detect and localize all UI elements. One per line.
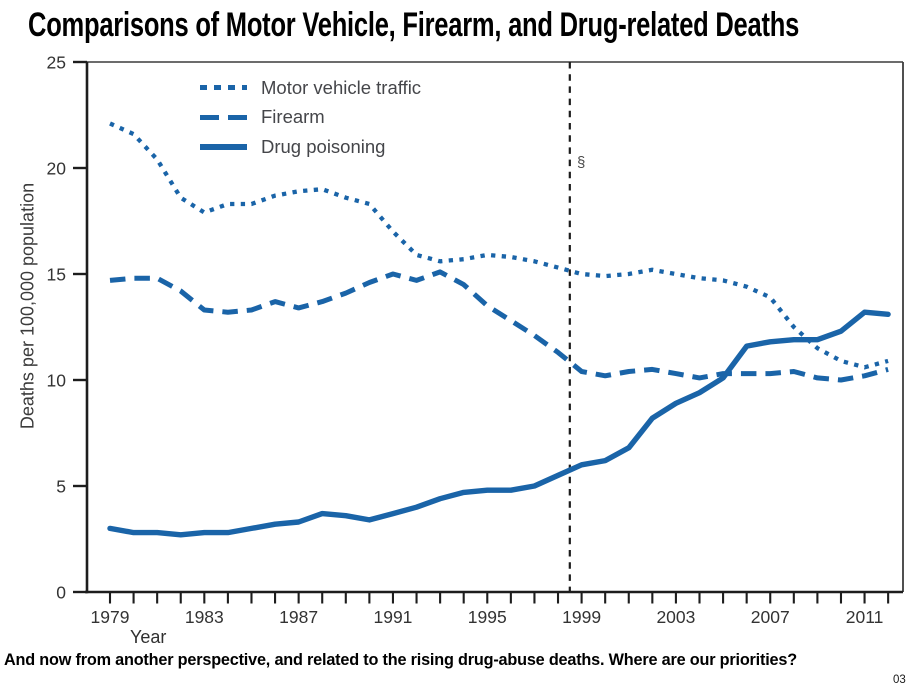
y-tick-label: 5 (56, 476, 66, 497)
dashed-line-sample-icon (200, 115, 247, 120)
x-tick-label: 1995 (467, 607, 507, 627)
x-tick-label: 1999 (562, 607, 602, 627)
legend-label-drug-poisoning: Drug poisoning (261, 135, 386, 157)
legend (200, 73, 421, 162)
legend-item-drug-poisoning (200, 132, 421, 162)
x-tick-label: 1983 (184, 607, 224, 627)
y-tick-label: 25 (46, 52, 66, 73)
page-title: Comparisons of Motor Vehicle, Firearm, and Drug-related Deaths (28, 6, 800, 44)
solid-line-sample-icon (200, 144, 247, 150)
dotted-line-sample-icon (200, 85, 247, 90)
x-tick-label: 1979 (90, 607, 130, 627)
icd-change-note-symbol: § (577, 154, 586, 171)
x-axis-title: Year (130, 627, 167, 647)
y-tick-label: 10 (46, 370, 66, 391)
y-tick-label: 15 (46, 264, 66, 285)
x-tick-label: 1991 (373, 607, 413, 627)
x-tick-label: 2003 (656, 607, 696, 627)
x-tick-label: 2007 (750, 607, 790, 627)
legend-label-motor-vehicle: Motor vehicle traffic (261, 76, 422, 98)
caption: And now from another perspective, and related to the rising drug-abuse deaths. Where are our priorities? (4, 650, 797, 669)
firearm-line (110, 272, 888, 380)
legend-item-motor-vehicle (200, 73, 421, 103)
drug-poisoning-line (110, 312, 888, 535)
legend-item-firearm (200, 103, 421, 133)
y-axis-title: Deaths per 100,000 population (17, 182, 38, 430)
legend-label-firearm: Firearm (261, 106, 325, 128)
x-tick-label: 1987 (279, 607, 319, 627)
y-tick-label: 0 (56, 582, 66, 603)
y-tick-label: 20 (46, 158, 66, 179)
page-number: 03 (893, 674, 906, 686)
x-tick-label: 2011 (845, 607, 884, 627)
